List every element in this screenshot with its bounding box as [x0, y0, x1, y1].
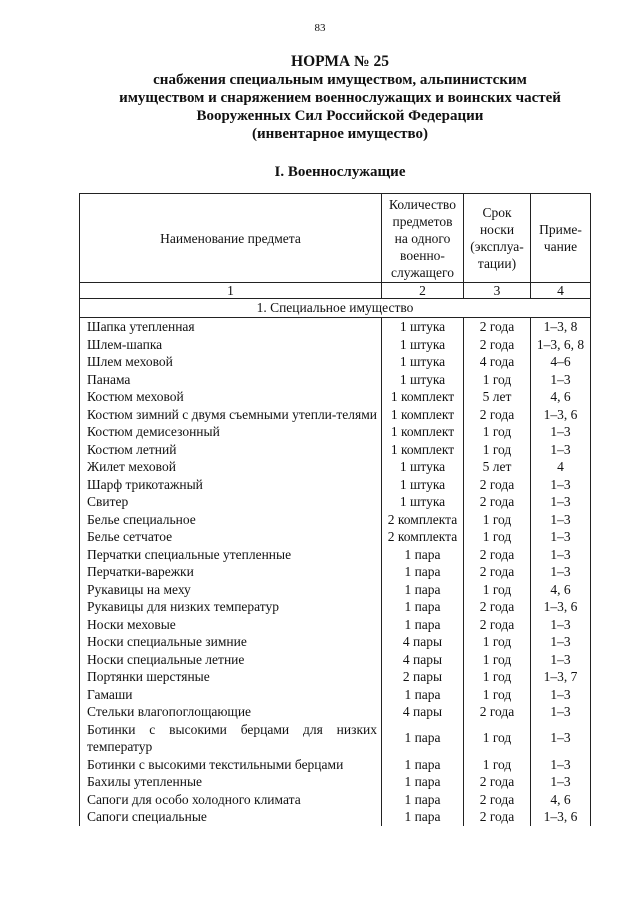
table-row [80, 458, 591, 476]
item-note: 4, 6 [531, 581, 591, 599]
table-row [80, 511, 591, 529]
item-name: Жилет меховой [80, 458, 382, 476]
item-name: Белье специальное [80, 511, 382, 529]
table-row [80, 371, 591, 389]
table-row [80, 353, 591, 371]
item-quantity: 2 пары [382, 668, 464, 686]
item-name: Костюм зимний с двумя съемными утепли-телями [80, 406, 382, 424]
item-term: 5 лет [464, 458, 531, 476]
item-term: 1 год [464, 633, 531, 651]
table-row [80, 581, 591, 599]
item-note: 1–3 [531, 511, 591, 529]
item-quantity: 1 пара [382, 773, 464, 791]
table-row [80, 686, 591, 704]
item-term: 1 год [464, 423, 531, 441]
item-term: 2 года [464, 703, 531, 721]
item-name: Перчатки специальные утепленные [80, 546, 382, 564]
item-term: 2 года [464, 808, 531, 826]
column-number: 1 [80, 283, 382, 299]
table-row [80, 476, 591, 494]
column-number: 2 [382, 283, 464, 299]
table-row [80, 441, 591, 459]
table-row [80, 423, 591, 441]
table-row [80, 651, 591, 669]
item-quantity: 1 штука [382, 476, 464, 494]
item-name: Носки меховые [80, 616, 382, 634]
item-term: 1 год [464, 528, 531, 546]
table-row [80, 703, 591, 721]
item-note: 1–3 [531, 563, 591, 581]
item-quantity: 1 пара [382, 563, 464, 581]
table-row [80, 668, 591, 686]
item-quantity: 4 пары [382, 651, 464, 669]
item-quantity: 4 пары [382, 633, 464, 651]
table-body [80, 299, 591, 826]
table-row [80, 388, 591, 406]
header-service-term: Срок носки (эксплуа-тации) [464, 194, 531, 283]
item-term: 2 года [464, 563, 531, 581]
item-note: 4, 6 [531, 791, 591, 809]
item-note: 1–3 [531, 371, 591, 389]
item-quantity: 2 комплекта [382, 511, 464, 529]
item-term: 2 года [464, 476, 531, 494]
item-term: 1 год [464, 756, 531, 774]
item-quantity: 1 пара [382, 598, 464, 616]
item-quantity: 4 пары [382, 703, 464, 721]
supply-norm-table [79, 193, 591, 826]
item-name: Сапоги для особо холодного климата [80, 791, 382, 809]
item-note: 1–3 [531, 756, 591, 774]
table-row [80, 528, 591, 546]
item-term: 2 года [464, 616, 531, 634]
title-line: снабжения специальным имуществом, альпинистским [153, 72, 527, 88]
item-name: Ботинки с высокими текстильными берцами [80, 756, 382, 774]
item-name: Портянки шерстяные [80, 668, 382, 686]
item-name: Носки специальные зимние [80, 633, 382, 651]
item-quantity: 1 штука [382, 318, 464, 336]
item-term: 4 года [464, 353, 531, 371]
item-quantity: 1 комплект [382, 406, 464, 424]
item-quantity: 1 пара [382, 546, 464, 564]
item-name: Панама [80, 371, 382, 389]
item-quantity: 1 пара [382, 756, 464, 774]
item-quantity: 1 штука [382, 336, 464, 354]
table-row [80, 791, 591, 809]
header-item-name: Наименование предмета [80, 194, 382, 283]
item-note: 1–3 [531, 773, 591, 791]
item-term: 1 год [464, 668, 531, 686]
item-note: 4–6 [531, 353, 591, 371]
page-number: 83 [314, 22, 326, 34]
item-note: 1–3 [531, 721, 591, 756]
item-note: 1–3, 6, 8 [531, 336, 591, 354]
item-quantity: 1 пара [382, 581, 464, 599]
item-quantity: 1 пара [382, 808, 464, 826]
item-term: 2 года [464, 546, 531, 564]
item-name: Рукавицы для низких температур [80, 598, 382, 616]
table-row [80, 773, 591, 791]
item-name: Костюм демисезонный [80, 423, 382, 441]
item-term: 2 года [464, 598, 531, 616]
item-name: Шлем меховой [80, 353, 382, 371]
item-note: 1–3 [531, 616, 591, 634]
item-name: Костюм летний [80, 441, 382, 459]
item-term: 1 год [464, 581, 531, 599]
title-line: имуществом и снаряжением военнослужащих и воинских частей [119, 90, 561, 106]
table-row [80, 808, 591, 826]
item-note: 1–3 [531, 423, 591, 441]
item-term: 2 года [464, 406, 531, 424]
item-note: 1–3 [531, 686, 591, 704]
table-row [80, 336, 591, 354]
table-row [80, 546, 591, 564]
item-note: 1–3 [531, 476, 591, 494]
item-term: 1 год [464, 721, 531, 756]
table-row [80, 756, 591, 774]
item-name: Стельки влагопоглощающие [80, 703, 382, 721]
item-note: 1–3, 6 [531, 598, 591, 616]
item-note: 1–3 [531, 703, 591, 721]
item-quantity: 1 комплект [382, 441, 464, 459]
table-row [80, 616, 591, 634]
item-quantity: 2 комплекта [382, 528, 464, 546]
title-line: (инвентарное имущество) [251, 126, 428, 142]
item-quantity: 1 пара [382, 791, 464, 809]
item-term: 2 года [464, 336, 531, 354]
item-name: Гамаши [80, 686, 382, 704]
item-term: 1 год [464, 686, 531, 704]
item-note: 1–3, 7 [531, 668, 591, 686]
item-quantity: 1 комплект [382, 388, 464, 406]
item-name: Сапоги специальные [80, 808, 382, 826]
item-term: 1 год [464, 441, 531, 459]
item-name: Рукавицы на меху [80, 581, 382, 599]
item-term: 2 года [464, 318, 531, 336]
table-row [80, 406, 591, 424]
item-term: 2 года [464, 773, 531, 791]
table-row [80, 721, 591, 756]
item-note: 1–3 [531, 441, 591, 459]
item-quantity: 1 штука [382, 371, 464, 389]
item-note: 1–3, 6 [531, 808, 591, 826]
item-note: 1–3 [531, 651, 591, 669]
item-quantity: 1 комплект [382, 423, 464, 441]
column-number: 4 [531, 283, 591, 299]
item-note: 1–3 [531, 546, 591, 564]
column-number: 3 [464, 283, 531, 299]
item-note: 1–3, 6 [531, 406, 591, 424]
item-name: Свитер [80, 493, 382, 511]
title-line: Вооруженных Сил Российской Федерации [196, 108, 484, 124]
item-note: 4, 6 [531, 388, 591, 406]
item-name: Шарф трикотажный [80, 476, 382, 494]
item-note: 1–3 [531, 633, 591, 651]
table-row [80, 493, 591, 511]
item-term: 5 лет [464, 388, 531, 406]
item-note: 4 [531, 458, 591, 476]
section-heading: I. Военнослужащие [274, 164, 406, 180]
item-name: Ботинки с высокими берцами для низких температур [80, 721, 382, 756]
table-row [80, 633, 591, 651]
table-row [80, 563, 591, 581]
item-quantity: 1 штука [382, 458, 464, 476]
item-name: Белье сетчатое [80, 528, 382, 546]
header-note: Приме-чание [531, 194, 591, 283]
item-name: Костюм меховой [80, 388, 382, 406]
item-name: Шапка утепленная [80, 318, 382, 336]
item-quantity: 1 штука [382, 353, 464, 371]
item-term: 1 год [464, 511, 531, 529]
item-quantity: 1 пара [382, 721, 464, 756]
item-term: 2 года [464, 493, 531, 511]
document-title [60, 52, 620, 143]
norm-number: НОРМА № 25 [291, 53, 389, 70]
category-row [80, 299, 591, 318]
table-row [80, 318, 591, 336]
item-term: 1 год [464, 371, 531, 389]
item-note: 1–3, 8 [531, 318, 591, 336]
item-name: Бахилы утепленные [80, 773, 382, 791]
item-note: 1–3 [531, 528, 591, 546]
item-name: Шлем-шапка [80, 336, 382, 354]
table-row [80, 598, 591, 616]
item-name: Носки специальные летние [80, 651, 382, 669]
item-note: 1–3 [531, 493, 591, 511]
item-quantity: 1 штука [382, 493, 464, 511]
header-quantity: Количество предметов на одного военно-служащего [382, 194, 464, 283]
item-quantity: 1 пара [382, 686, 464, 704]
category-label: 1. Специальное имущество [80, 299, 591, 318]
item-name: Перчатки-варежки [80, 563, 382, 581]
item-term: 2 года [464, 791, 531, 809]
item-quantity: 1 пара [382, 616, 464, 634]
item-term: 1 год [464, 651, 531, 669]
